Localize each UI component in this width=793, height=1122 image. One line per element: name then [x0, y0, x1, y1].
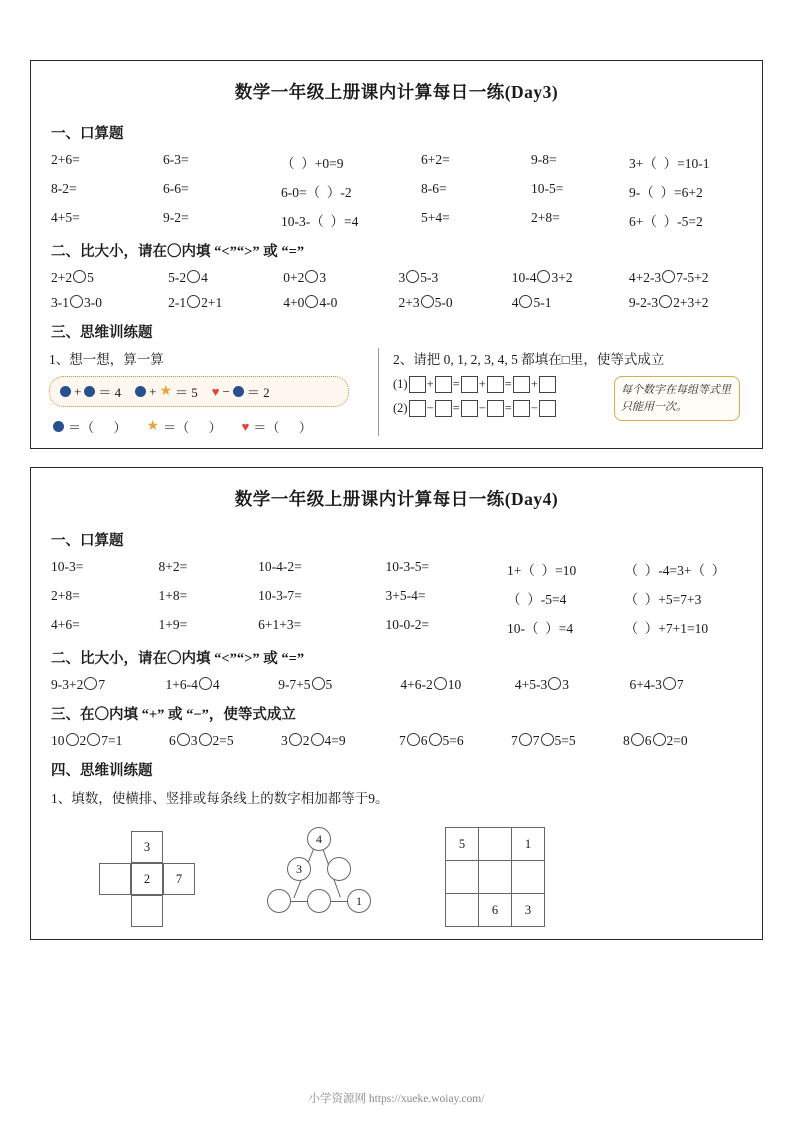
- answer-box[interactable]: [487, 376, 504, 393]
- result: ＝ 2: [246, 385, 270, 400]
- compare-circle-icon[interactable]: [199, 677, 212, 690]
- oral-item: 4+6=: [51, 617, 80, 632]
- oral-item: 3+5-4=: [385, 588, 426, 603]
- compare-left: 2-1: [168, 295, 187, 310]
- compare-right: 4: [212, 677, 220, 692]
- compare-left: 4+2-3: [628, 270, 662, 285]
- day3-compare-row: [49, 295, 744, 311]
- q2-equation-line: (1) + = + = +: [393, 376, 744, 393]
- operator: −: [222, 383, 230, 399]
- q1-prompt: 1、想一想，算一算: [49, 352, 164, 367]
- compare-circle-icon[interactable]: [519, 295, 532, 308]
- operator-circle-icon[interactable]: [177, 733, 190, 746]
- legend-blank: ＝（ ）: [163, 420, 222, 435]
- day3-oral-row: [49, 210, 744, 230]
- fill-a: 6: [169, 733, 176, 748]
- q1-prompt: 1、填数，使横排、竖排或每条线上的数字相加都等于9。: [51, 791, 389, 806]
- oral-item: 9-（ ）=6+2: [629, 185, 703, 200]
- day3-oral-row: [49, 152, 744, 172]
- oral-item: 8+2=: [158, 559, 188, 574]
- oral-item: 5+4=: [421, 210, 450, 225]
- blue-dot-icon: [233, 386, 244, 397]
- day3-thinking-section: [49, 348, 744, 436]
- oral-item: 6+（ ）-5=2: [629, 214, 703, 229]
- oral-item: 6-3=: [163, 152, 189, 167]
- fill-c: 5=6: [442, 733, 464, 748]
- compare-item: [400, 677, 515, 693]
- compare-right: 4-0: [319, 295, 338, 310]
- compare-left: 1+6-4: [165, 677, 198, 692]
- grid-row: [446, 861, 545, 894]
- grid-cell[interactable]: 6: [479, 894, 512, 927]
- grid-row: [446, 894, 545, 927]
- compare-left: 2+3: [398, 295, 420, 310]
- grid-cell[interactable]: 3: [512, 894, 545, 927]
- legend-blank: ＝（ ）: [68, 420, 127, 435]
- operator-circle-icon[interactable]: [631, 733, 644, 746]
- legend-item[interactable]: [147, 417, 222, 436]
- answer-box[interactable]: [539, 400, 556, 417]
- compare-circle-icon[interactable]: [187, 270, 200, 283]
- fill-b: 2: [79, 733, 87, 748]
- compare-left: 4+5-3: [514, 677, 548, 692]
- day3-section2-heading: 二、比大小，请在〇内填 “<”“>” 或 “=”: [51, 244, 305, 260]
- oral-item: 1+（ ）=10: [507, 563, 577, 578]
- compare-item: [629, 295, 744, 311]
- compare-circle-icon[interactable]: [406, 270, 419, 283]
- oral-item: 6-0=（ ）-2: [281, 185, 352, 200]
- fill-b: 2: [302, 733, 310, 748]
- oral-item: （ ）+7+1=10: [624, 621, 709, 636]
- triangle-node-top[interactable]: 4: [307, 827, 331, 851]
- compare-circle-icon[interactable]: [548, 677, 561, 690]
- oral-item: （ ）+0=9: [281, 156, 344, 171]
- oral-item: 4+5=: [51, 210, 80, 225]
- answer-box[interactable]: [461, 400, 478, 417]
- oral-item: 10-4-2=: [258, 559, 302, 574]
- day4-compare-row: [49, 677, 744, 693]
- oral-item: 2+8=: [51, 588, 80, 603]
- compare-circle-icon[interactable]: [305, 270, 318, 283]
- cross-cell-right[interactable]: 7: [163, 863, 195, 895]
- compare-right: 2+3+2: [673, 295, 709, 310]
- legend-item[interactable]: [242, 417, 312, 436]
- worksheet-day4: [30, 467, 763, 940]
- operator: +: [74, 383, 82, 399]
- q2-prompt: 2、请把 0, 1, 2, 3, 4, 5 都填在□里，使等式成立: [393, 352, 665, 367]
- compare-circle-icon[interactable]: [305, 295, 318, 308]
- compare-right: 7-5+2: [676, 270, 709, 285]
- compare-right: 3: [562, 677, 570, 692]
- triangle-node-upper-right[interactable]: [327, 857, 351, 881]
- operator-circle-icon[interactable]: [519, 733, 532, 746]
- operator-circle-icon[interactable]: [429, 733, 442, 746]
- compare-right: 4: [201, 270, 208, 285]
- compare-left: 3-1: [51, 295, 69, 310]
- oral-item: 10-3-7=: [258, 588, 302, 603]
- compare-item: [51, 270, 168, 286]
- blue-dot-icon: [135, 386, 146, 397]
- line-label: (2): [393, 401, 408, 415]
- oral-item: （ ）-4=3+（ ）: [624, 563, 726, 578]
- compare-left: 2+2: [51, 270, 73, 285]
- star-icon: ★: [146, 418, 160, 434]
- magic-grid-puzzle: [445, 827, 545, 927]
- compare-item: [278, 677, 400, 693]
- compare-right: 5-0: [434, 295, 453, 310]
- triangle-node-middle[interactable]: [307, 889, 331, 913]
- fill-b: 7: [532, 733, 540, 748]
- grid-cell[interactable]: 1: [512, 828, 545, 861]
- compare-item: [515, 677, 630, 693]
- oral-item: 10-3-（ ）=4: [281, 214, 359, 229]
- answer-box[interactable]: [435, 400, 452, 417]
- day3-section3-heading: 三、思维训练题: [51, 325, 153, 341]
- compare-left: 6+4-3: [629, 677, 662, 692]
- triangle-puzzle: [265, 827, 375, 927]
- triangle-node-left[interactable]: [267, 889, 291, 913]
- fill-item: [399, 733, 511, 749]
- compare-right: 2+1: [201, 295, 223, 310]
- oral-item: 10-（ ）=4: [507, 621, 574, 636]
- oral-item: 8-6=: [421, 181, 447, 196]
- compare-right: 3+2: [551, 270, 573, 285]
- symbol-equation: [212, 382, 270, 401]
- operator-circle-icon[interactable]: [653, 733, 666, 746]
- oral-item: 6-6=: [163, 181, 189, 196]
- compare-item: [398, 295, 511, 311]
- compare-left: 4: [511, 295, 519, 310]
- answer-box[interactable]: [409, 376, 426, 393]
- fill-a: 7: [511, 733, 518, 748]
- oral-item: 10-3=: [51, 559, 84, 574]
- compare-circle-icon[interactable]: [663, 677, 676, 690]
- oral-item: 2+8=: [531, 210, 560, 225]
- oral-item: 10-0-2=: [385, 617, 430, 632]
- grid-row: [446, 828, 545, 861]
- operator-circle-icon[interactable]: [66, 733, 79, 746]
- cross-cell-bottom[interactable]: [131, 895, 163, 927]
- operator-circle-icon[interactable]: [289, 733, 302, 746]
- blue-dot-icon: [53, 421, 64, 432]
- symbol-answer-blanks: [49, 417, 368, 436]
- fill-c: 5=5: [554, 733, 576, 748]
- compare-right: 7: [98, 677, 106, 692]
- compare-left: 0+2: [283, 270, 305, 285]
- compare-item: [512, 270, 629, 286]
- heart-icon: ♥: [211, 384, 220, 399]
- answer-box[interactable]: [539, 376, 556, 393]
- compare-item: [283, 270, 398, 286]
- fill-c: 4=9: [324, 733, 346, 748]
- compare-circle-icon[interactable]: [187, 295, 200, 308]
- fill-a: 10: [51, 733, 65, 748]
- operator-circle-icon[interactable]: [311, 733, 324, 746]
- oral-item: 6+1+3=: [258, 617, 302, 632]
- line-label: (1): [393, 377, 408, 391]
- compare-item: [398, 270, 511, 286]
- answer-box[interactable]: [461, 376, 478, 393]
- day3-oral-row: [49, 181, 744, 201]
- fill-c: 7=1: [101, 733, 123, 748]
- q2-equation-line: (2) − = − = −: [393, 400, 744, 417]
- fill-item: [51, 733, 169, 749]
- operator-circle-icon[interactable]: [541, 733, 554, 746]
- oral-item: 9-2=: [163, 210, 189, 225]
- heart-icon: ♥: [241, 419, 250, 434]
- oral-item: 10-5=: [531, 181, 564, 196]
- day4-oral-row: [49, 559, 744, 579]
- result: ＝ 4: [98, 385, 122, 400]
- compare-item: [51, 677, 166, 693]
- fill-b: 3: [190, 733, 198, 748]
- cross-cell-top[interactable]: 3: [131, 831, 163, 863]
- symbol-equation: [135, 382, 198, 401]
- grid-cell[interactable]: [479, 828, 512, 861]
- day3-compare-row: [49, 270, 744, 286]
- operator-circle-icon[interactable]: [87, 733, 100, 746]
- day4-section2-heading: 二、比大小，请在〇内填 “<”“>” 或 “=”: [51, 651, 305, 667]
- grid-cell[interactable]: 5: [446, 828, 479, 861]
- compare-left: 9-3+2: [51, 677, 84, 692]
- fill-a: 7: [399, 733, 406, 748]
- compare-circle-icon[interactable]: [421, 295, 434, 308]
- hint-note: 每个数字在每组等式里只能用一次。: [614, 376, 740, 421]
- oral-item: 6+2=: [421, 152, 450, 167]
- compare-left: 10-4: [511, 270, 537, 285]
- fill-a: 8: [623, 733, 630, 748]
- oral-item: 1+9=: [158, 617, 188, 632]
- day3-section1-heading: 一、口算题: [51, 126, 124, 142]
- fill-b: 6: [644, 733, 652, 748]
- compare-left: 9-2-3: [628, 295, 659, 310]
- compare-item: [629, 270, 744, 286]
- day3-thinking-q1: [49, 348, 379, 436]
- compare-item: [168, 270, 283, 286]
- star-icon: ★: [159, 383, 173, 399]
- answer-box[interactable]: [409, 400, 426, 417]
- oral-item: 8-2=: [51, 181, 77, 196]
- fill-item: [623, 733, 733, 749]
- oral-item: （ ）+5=7+3: [624, 592, 702, 607]
- oral-item: 10-3-5=: [385, 559, 430, 574]
- blue-dot-icon: [60, 386, 71, 397]
- oral-item: 3+（ ）=10-1: [629, 156, 710, 171]
- compare-circle-icon[interactable]: [659, 295, 672, 308]
- compare-right: 10: [447, 677, 462, 692]
- legend-item[interactable]: [53, 417, 127, 436]
- day4-oral-row: [49, 617, 744, 637]
- operator-circle-icon[interactable]: [199, 733, 212, 746]
- compare-right: 5: [325, 677, 333, 692]
- grid-cell[interactable]: [479, 861, 512, 894]
- day4-section3-heading: 三、在〇内填 “+” 或 “−”，使等式成立: [51, 707, 296, 723]
- triangle-node-bottom-right[interactable]: 1: [347, 889, 371, 913]
- day4-fill-operator-row: [49, 733, 744, 749]
- compare-left: 5-2: [168, 270, 187, 285]
- answer-box[interactable]: [487, 400, 504, 417]
- symbol-equation: [60, 382, 121, 401]
- day4-oral-row: [49, 588, 744, 608]
- compare-right: 5: [87, 270, 94, 285]
- day4-section4-heading: 四、思维训练题: [51, 763, 153, 779]
- compare-right: 3: [319, 270, 327, 285]
- answer-box[interactable]: [513, 400, 530, 417]
- answer-box[interactable]: [513, 376, 530, 393]
- worksheet-day3: [30, 60, 763, 449]
- compare-circle-icon[interactable]: [537, 270, 550, 283]
- footer-watermark: 小学资源网 https://xueke.woiay.com/: [308, 1093, 485, 1105]
- oral-item: 9-8=: [531, 152, 557, 167]
- compare-circle-icon[interactable]: [73, 270, 86, 283]
- compare-circle-icon[interactable]: [434, 677, 447, 690]
- fill-b: 6: [420, 733, 428, 748]
- day3-title: 数学一年级上册课内计算每日一练(Day3): [234, 82, 559, 102]
- day4-title: 数学一年级上册课内计算每日一练(Day4): [234, 489, 559, 509]
- symbol-equations-pill: [49, 376, 349, 407]
- grid-cell[interactable]: [446, 861, 479, 894]
- compare-item: [629, 677, 744, 693]
- fill-c: 2=0: [666, 733, 688, 748]
- result: ＝ 5: [175, 385, 198, 400]
- compare-item: [51, 295, 168, 311]
- fill-item: [169, 733, 281, 749]
- compare-circle-icon[interactable]: [312, 677, 325, 690]
- compare-circle-icon[interactable]: [84, 677, 97, 690]
- cross-puzzle: [99, 831, 195, 927]
- oral-item: 1+8=: [158, 588, 188, 603]
- operator: +: [149, 383, 157, 399]
- operator-circle-icon[interactable]: [407, 733, 420, 746]
- compare-right: 7: [676, 677, 684, 692]
- fill-a: 3: [281, 733, 288, 748]
- day3-thinking-q2: [379, 348, 744, 436]
- compare-right: 3-0: [84, 295, 102, 310]
- cross-cell-left[interactable]: [99, 863, 131, 895]
- compare-circle-icon[interactable]: [70, 295, 83, 308]
- fill-item: [511, 733, 623, 749]
- fill-item: [281, 733, 399, 749]
- compare-right: 5-1: [533, 295, 552, 310]
- compare-circle-icon[interactable]: [662, 270, 675, 283]
- fill-c: 2=5: [212, 733, 234, 748]
- grid-cell[interactable]: [446, 894, 479, 927]
- compare-left: 3: [398, 270, 406, 285]
- oral-item: （ ）-5=4: [507, 592, 567, 607]
- blue-dot-icon: [84, 386, 95, 397]
- day4-section1-heading: 一、口算题: [51, 533, 124, 549]
- answer-box[interactable]: [435, 376, 452, 393]
- compare-left: 4+6-2: [400, 677, 433, 692]
- day4-q1-prompt-row: [49, 787, 744, 807]
- cross-cell-middle[interactable]: 2: [131, 863, 163, 895]
- compare-item: [512, 295, 629, 311]
- compare-item: [283, 295, 398, 311]
- compare-right: 5-3: [420, 270, 439, 285]
- day4-puzzle-figures: [49, 823, 744, 927]
- legend-blank: ＝（ ）: [253, 420, 312, 435]
- grid-cell[interactable]: [512, 861, 545, 894]
- compare-left: 4+0: [283, 295, 305, 310]
- compare-item: [166, 677, 279, 693]
- triangle-node-upper-left[interactable]: 3: [287, 857, 311, 881]
- compare-left: 9-7+5: [278, 677, 311, 692]
- compare-item: [168, 295, 283, 311]
- oral-item: 2+6=: [51, 152, 80, 167]
